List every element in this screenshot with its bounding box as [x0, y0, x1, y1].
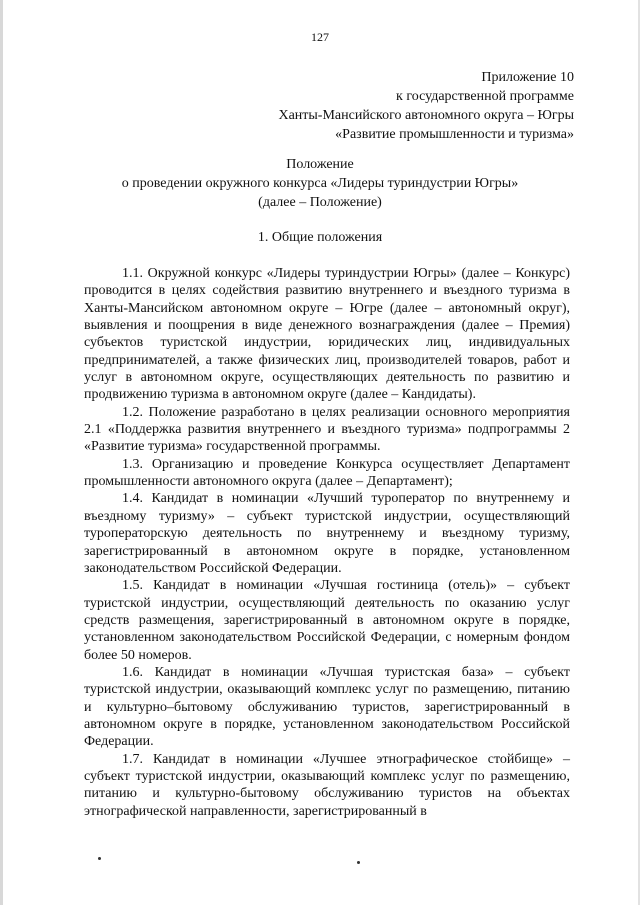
paragraph-1-1: 1.1. Окружной конкурс «Лидеры туриндустрии Югры» (далее – Конкурс) проводится в целях содействия развитию внутреннего и въездного туризма в Ханты-Мансийском автономном округе – Югре (далее – автономный округ), выявления и поощрения в виде денежного вознаграждения (далее – Премия) субъектов туристской индустрии, юридических лиц, индивидуальных предпринимателей, а также физических лиц, производителей товаров, работ и услуг в автономном округе, осуществляющих деятельность по развитию и продвижению туризма в автономном округе (далее – Кандидаты).	[84, 266, 570, 403]
scan-edge-left	[0, 0, 3, 905]
document-body	[84, 265, 570, 820]
appendix-line: Ханты-Мансийского автономного округа – Югры	[278, 108, 574, 123]
appendix-header	[278, 68, 574, 144]
document-title	[0, 155, 640, 212]
document-title-line: Положение	[286, 157, 354, 172]
paragraph-1-2: 1.2. Положение разработано в целях реализации основного мероприятия 2.1 «Поддержка развития внутреннего и въездного туризма» подпрограммы 2 «Развитие туризма» государственной программы.	[84, 404, 570, 455]
appendix-line: Приложение 10	[481, 70, 574, 85]
paragraph-1-5: 1.5. Кандидат в номинации «Лучшая гостиница (отель)» – субъект туристской индустрии, осуществляющий деятельность по оказанию услуг средств размещения, зарегистрированный в автономном округе в порядке, установленном законодательством Российской Федерации, с номерным фондом более 50 номеров.	[84, 578, 570, 663]
paragraph-1-6: 1.6. Кандидат в номинации «Лучшая туристская база» – субъект туристской индустрии, оказывающий комплекс услуг по размещению, питанию и культурно–бытовому обслуживанию туристов, зарегистрированный в автономном округе в порядке, установленном законодательством Российской Федерации.	[84, 664, 570, 750]
scan-speck	[98, 857, 101, 860]
page-number: 127	[311, 30, 329, 44]
paragraph-1-4: 1.4. Кандидат в номинации «Лучший туроператор по внутреннему и въездному туризму» – субъект туристской индустрии, осуществляющий туроператорскую деятельность по внутреннему и въездному туризму, зарегистрированный в автономном округе в порядке, установленном законодательством Российской Федерации.	[84, 491, 570, 576]
appendix-line: к государственной программе	[396, 89, 574, 104]
document-title-line: о проведении окружного конкурса «Лидеры туриндустрии Югры»	[121, 176, 519, 191]
paragraph-1-7: 1.7. Кандидат в номинации «Лучшее этнографическое стойбище» – субъект туристской индустрии, оказывающий комплекс услуг по размещению, питанию и культурно-бытовому обслуживанию туристов на объектах этнографической направленности, зарегистрированный в	[84, 751, 570, 819]
scan-speck	[357, 861, 360, 864]
section-heading: 1. Общие положения	[257, 230, 383, 245]
paragraph-1-3: 1.3. Организацию и проведение Конкурса осуществляет Департамент промышленности автономного округа (далее – Департамент);	[84, 456, 570, 490]
appendix-line: «Развитие промышленности и туризма»	[335, 127, 574, 142]
document-title-line: (далее – Положение)	[258, 195, 382, 210]
